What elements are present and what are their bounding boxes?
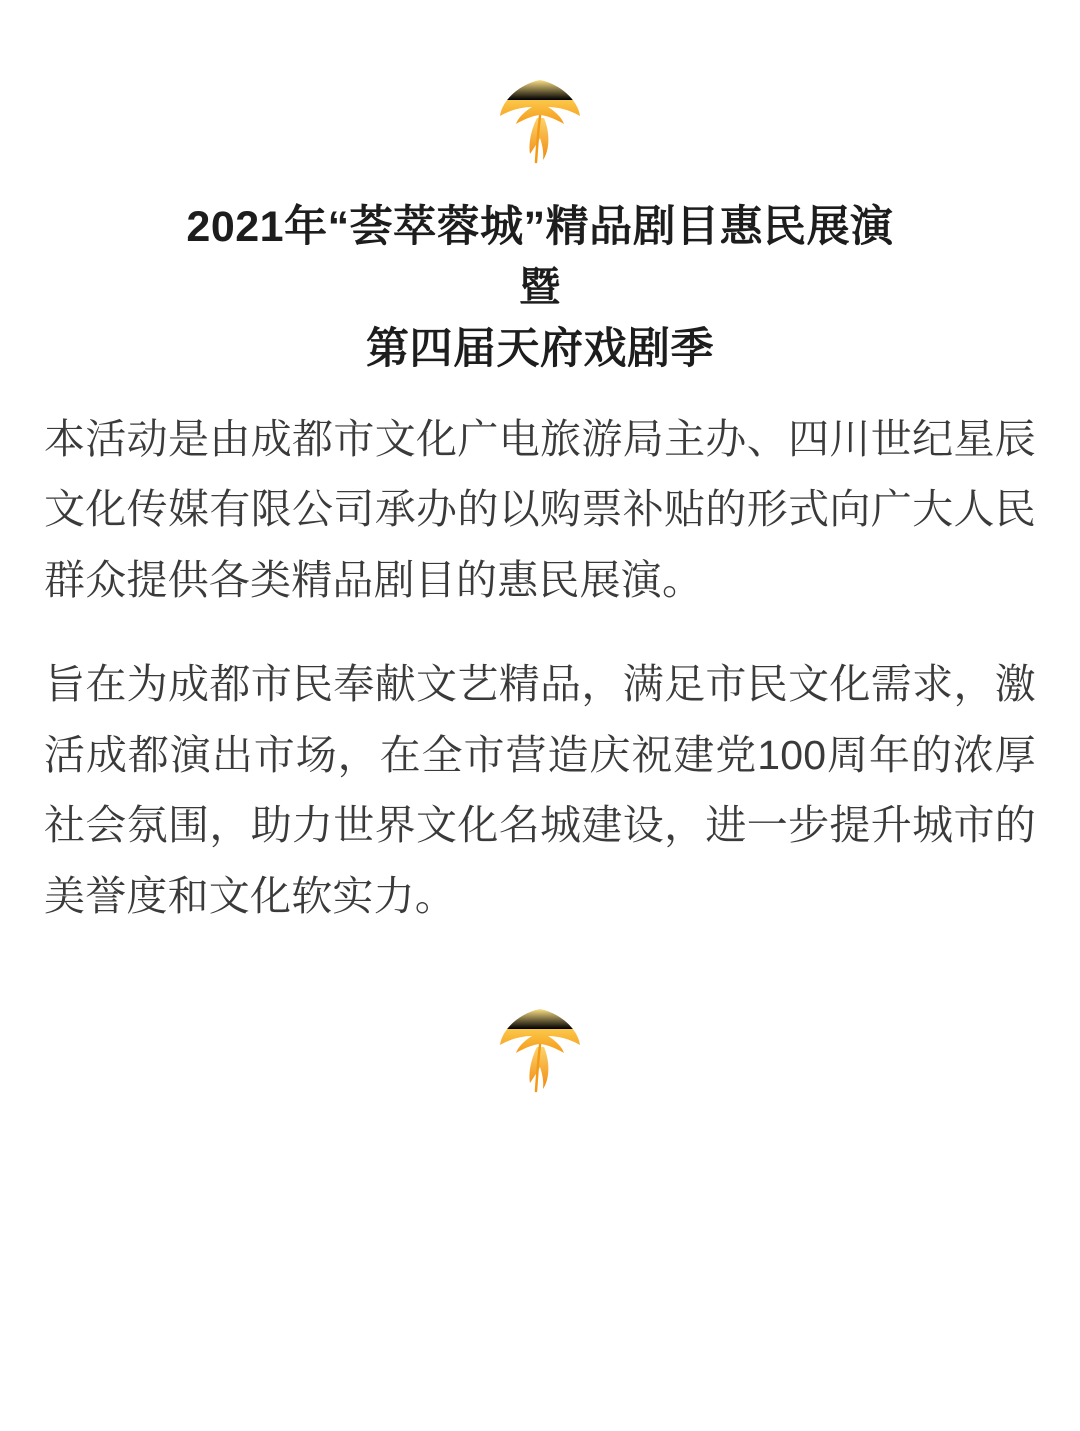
body-text (44, 404, 1036, 932)
title-line-2: 暨 (519, 264, 561, 311)
paragraph-2: 旨在为成都市民奉献文艺精品，满足市民文化需求，激活成都演出市场，在全市营造庆祝建党100周年的浓厚社会氛围，助力世界文化名城建设，进一步提升城市的美誉度和文化软实力。 (44, 661, 1036, 919)
page-title (44, 198, 1036, 388)
title-line-1: 2021年“荟萃蓉城”精品剧目惠民展演 (186, 203, 894, 251)
paragraph-1: 本活动是由成都市文化广电旅游局主办、四川世纪星辰文化传媒有限公司承办的以购票补贴的形式向广大人民群众提供各类精品剧目的惠民展演。 (44, 415, 1036, 603)
title-line-3: 第四届天府戏剧季 (366, 324, 714, 373)
ginkgo-leaf-icon (480, 991, 600, 1101)
ginkgo-leaf-icon (480, 62, 600, 172)
